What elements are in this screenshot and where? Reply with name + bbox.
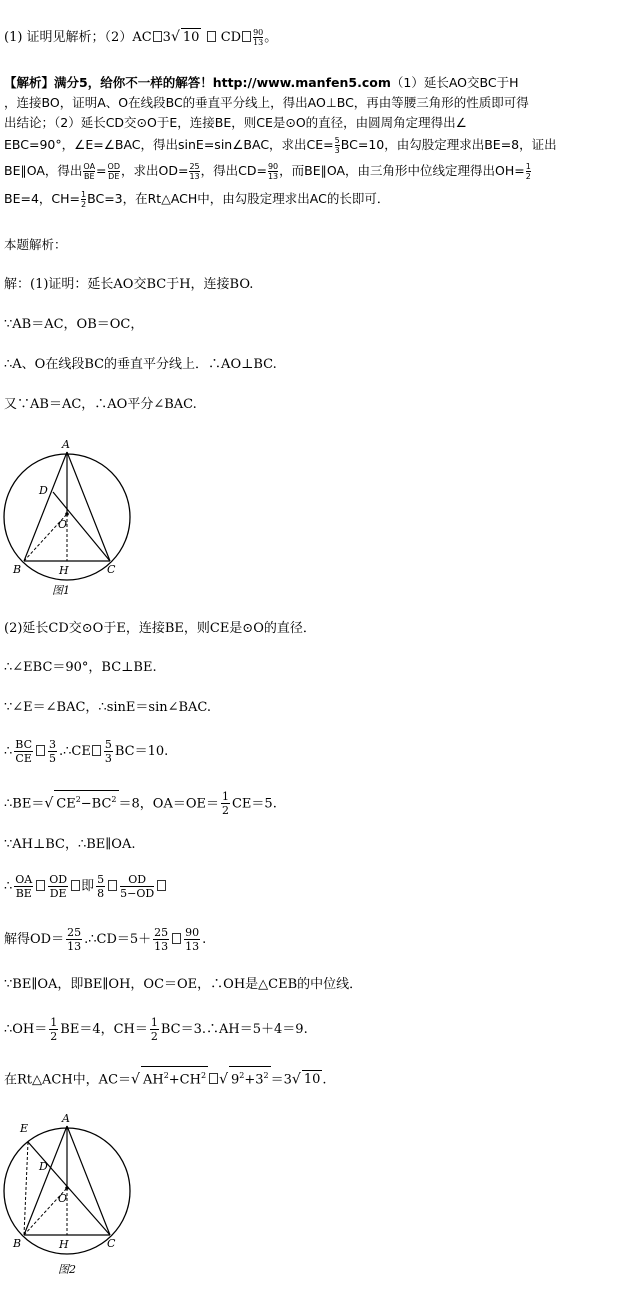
label-C: C <box>107 563 116 576</box>
solution-line-10: ∵AH⊥BC，∴BE∥OA. <box>4 837 136 852</box>
equals-glyph <box>242 31 251 42</box>
answer-line: (1) 证明见解析；（2）AC 3√ 10 CD $\frac{90}{13}$ 。 <box>4 28 278 47</box>
analysis-label: 【解析】满分5，给你不一样的解答！http://www.manfen5.com <box>4 75 391 90</box>
label-B: B <box>13 1237 22 1250</box>
label-A: A <box>62 1112 70 1125</box>
solution-line-2: ∵AB＝AC，OB＝OC， <box>4 317 144 332</box>
analysis-line-6: BE=4，CH= $\frac{1}{2}$ BC=3，在Rt△ACH中，由勾股定理求出AC的长即可． <box>4 190 390 209</box>
analysis-line-5: BE∥OA，得出 $\frac{OA}{BE}$ = $\frac{OD}{DE}$ ，求出OD= $\frac{25}{13}$ ，得出CD= $\frac{90}{13}$ ，而BE∥OA，由三角形中位线定理得出OH= $\frac{1}{2}$ <box>4 162 531 181</box>
label-A: A <box>62 438 70 451</box>
label-C: C <box>107 1237 116 1250</box>
analysis-line-3: 出结论；（2）延长CD交⊙O于E，连接BE，则CE是⊙O的直径，由圆周角定理得出∠ <box>4 115 467 130</box>
answer-text-2: CD <box>220 30 242 45</box>
answer-cd-fraction: $\frac{90}{13}$ <box>253 28 264 47</box>
solution-line-12: 解得OD＝ $\frac{25}{13}$ .∴CD＝5＋ $\frac{25}{13}$ $\frac{90}{13}$ . <box>4 926 207 953</box>
comma-glyph <box>207 31 216 42</box>
answer-text-1: (1) 证明见解析；（2）AC <box>4 30 152 45</box>
solution-line-8: ∴ $\frac{BC}{CE}$ $\frac{3}{5}$ .∴CE $\frac{5}{3}$ BC＝10. <box>4 738 169 765</box>
solution-line-3: ∴A、O在线段BC的垂直平分线上．∴AO⊥BC. <box>4 357 277 372</box>
equals-glyph <box>153 31 162 42</box>
geometry-figure-2 <box>0 1108 140 1278</box>
analysis-line-4: EBC=90°，∠E=∠BAC，得出sinE=sin∠BAC，求出CE= $\frac{5}{3}$ BC=10，由勾股定理求出BE=8，证出 <box>4 136 557 155</box>
solution-line-1: 解：(1)证明：延长AO交BC于H，连接BO. <box>4 277 254 292</box>
section-title: 本题解析： <box>4 237 67 252</box>
analysis-line-1: 【解析】满分5，给你不一样的解答！http://www.manfen5.com（1）延长AO交BC于H <box>4 75 519 90</box>
solution-line-15: 在Rt△ACH中，AC＝√ $AH^2+CH^2$ √ $9^2+3^2 =3√$ 10 . <box>4 1066 327 1089</box>
figure-1-caption: 图1 <box>52 584 70 597</box>
label-E: E <box>20 1122 29 1135</box>
solution-line-9: ∴BE＝√ $CE^2-BC^2 =8$，OA＝OE＝ $\frac{1}{2}$ CE＝5. <box>4 790 277 818</box>
solution-line-14: ∴OH＝ $\frac{1}{2}$ BE＝4，CH＝ $\frac{1}{2}$ BC＝3.∴AH＝5＋4＝9. <box>4 1016 308 1043</box>
analysis-line-2: ，连接BO，证明A、O在线段BC的垂直平分线上，得出AO⊥BC，再由等腰三角形的性质即可得 <box>4 95 529 110</box>
solution-line-13: ∵BE∥OA，即BE∥OH，OC＝OE，∴OH是△CEB的中位线． <box>4 977 363 992</box>
label-D: D <box>39 1160 48 1173</box>
label-D: D <box>39 484 48 497</box>
label-B: B <box>13 563 22 576</box>
label-H: H <box>59 1238 69 1251</box>
solution-line-5: (2)延长CD交⊙O于E，连接BE，则CE是⊙O的直径． <box>4 621 316 636</box>
solution-line-11: ∴ $\frac{OA}{BE}$ $\frac{OD}{DE}$ 即 $\frac{5}{8}$ $\frac{OD}{5-OD}$ <box>4 873 167 900</box>
label-O: O <box>58 518 68 531</box>
solution-line-6: ∴∠EBC＝90°，BC⊥BE. <box>4 660 157 675</box>
answer-ac-radicand: 10 <box>182 30 200 45</box>
geometry-figure-1 <box>0 434 140 604</box>
answer-ac-value: 3 <box>162 30 171 45</box>
figure-2-caption: 图2 <box>58 1263 76 1276</box>
solution-line-4: 又∵AB＝AC，∴AO平分∠BAC. <box>4 397 197 412</box>
solution-line-7: ∵∠E＝∠BAC，∴sinE＝sin∠BAC. <box>4 700 212 715</box>
label-O: O <box>58 1192 68 1205</box>
label-H: H <box>59 564 69 577</box>
